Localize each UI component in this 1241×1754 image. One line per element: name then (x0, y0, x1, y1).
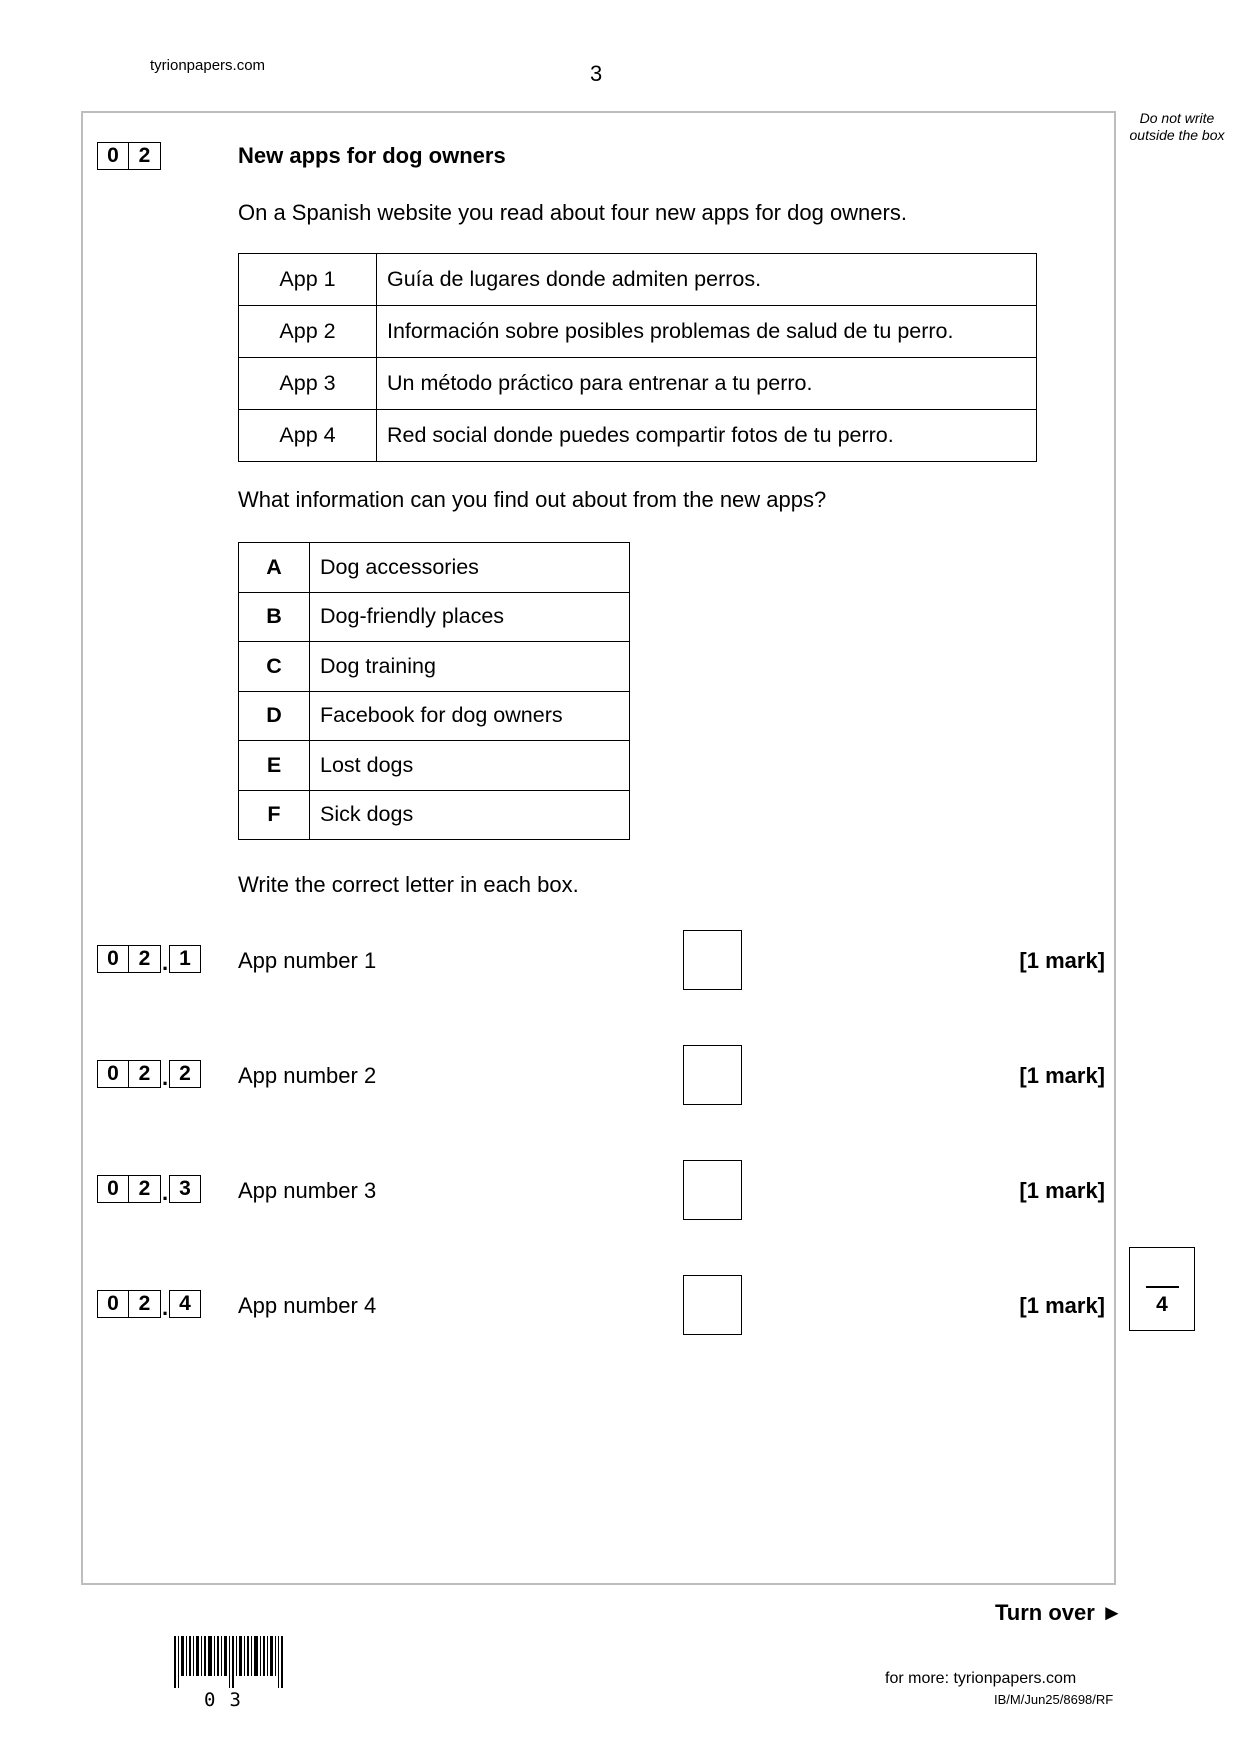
app-label: App 4 (239, 410, 377, 462)
separator-dot: . (161, 1295, 169, 1320)
subquestion-digit: 4 (169, 1290, 201, 1318)
page-number: 3 (590, 61, 603, 86)
question-digit: 2 (129, 142, 161, 170)
options-table (238, 542, 630, 840)
footer-more: for more: tyrionpapers.com (885, 1670, 1077, 1687)
option-letter: C (239, 642, 310, 692)
option-letter: E (239, 741, 310, 791)
subquestion-digit: 2 (169, 1060, 201, 1088)
question-digit: 2 (129, 1290, 161, 1318)
total-marks-box (1129, 1247, 1195, 1331)
table-row (239, 790, 630, 840)
question-digit: 0 (97, 142, 129, 170)
separator-dot: . (161, 1065, 169, 1090)
subquestion-number (97, 1290, 201, 1318)
question-prompt: What information can you find out about from the new apps? (238, 487, 827, 512)
question-digit: 2 (129, 1175, 161, 1203)
question-digit: 0 (97, 945, 129, 973)
option-letter: A (239, 543, 310, 593)
separator-dot: . (161, 1180, 169, 1205)
subquestion-label: App number 1 (238, 948, 377, 973)
app-text: Un método práctico para entrenar a tu perro. (377, 358, 1037, 410)
separator-dot: . (161, 950, 169, 975)
barcode-number: 03 (204, 1689, 255, 1711)
table-row (239, 358, 1037, 410)
app-text: Guía de lugares donde admiten perros. (377, 254, 1037, 306)
answer-box[interactable] (683, 1275, 742, 1335)
total-marks-line (1146, 1286, 1179, 1288)
option-text: Dog-friendly places (310, 592, 630, 642)
paper-code: IB/M/Jun25/8698/RF (994, 1692, 1114, 1707)
option-letter: D (239, 691, 310, 741)
table-row (239, 254, 1037, 306)
question-intro: On a Spanish website you read about four new apps for dog owners. (238, 200, 907, 225)
mark-label: [1 mark] (1019, 1293, 1105, 1318)
mark-label: [1 mark] (1019, 1063, 1105, 1088)
total-marks-value: 4 (1156, 1293, 1168, 1316)
subquestion-number (97, 1060, 201, 1088)
app-label: App 1 (239, 254, 377, 306)
mark-label: [1 mark] (1019, 1178, 1105, 1203)
option-text: Facebook for dog owners (310, 691, 630, 741)
option-text: Lost dogs (310, 741, 630, 791)
subquestion-digit: 3 (169, 1175, 201, 1203)
option-letter: F (239, 790, 310, 840)
table-row (239, 543, 630, 593)
subquestion-label: App number 4 (238, 1293, 377, 1318)
option-letter: B (239, 592, 310, 642)
mark-label: [1 mark] (1019, 948, 1105, 973)
apps-table (238, 253, 1037, 462)
subquestion-label: App number 2 (238, 1063, 377, 1088)
turn-over-label: Turn over ► (995, 1600, 1123, 1625)
question-number (97, 142, 161, 170)
question-digit: 0 (97, 1290, 129, 1318)
answer-box[interactable] (683, 1045, 742, 1105)
table-row (239, 741, 630, 791)
question-title: New apps for dog owners (238, 143, 506, 168)
option-text: Dog training (310, 642, 630, 692)
question-digit: 2 (129, 1060, 161, 1088)
table-row (239, 592, 630, 642)
question-digit: 2 (129, 945, 161, 973)
table-row (239, 306, 1037, 358)
site-header: tyrionpapers.com (150, 57, 266, 74)
barcode-icon (174, 1636, 286, 1688)
table-row (239, 691, 630, 741)
margin-note: Do not write outside the box (1129, 110, 1225, 143)
question-digit: 0 (97, 1060, 129, 1088)
subquestion-number (97, 945, 201, 973)
option-text: Sick dogs (310, 790, 630, 840)
instruction: Write the correct letter in each box. (238, 872, 579, 897)
subquestion-digit: 1 (169, 945, 201, 973)
app-text: Red social donde puedes compartir fotos de tu perro. (377, 410, 1037, 462)
table-row (239, 410, 1037, 462)
subquestion-label: App number 3 (238, 1178, 377, 1203)
table-row (239, 642, 630, 692)
answer-box[interactable] (683, 1160, 742, 1220)
app-text: Información sobre posibles problemas de salud de tu perro. (377, 306, 1037, 358)
question-digit: 0 (97, 1175, 129, 1203)
app-label: App 3 (239, 358, 377, 410)
app-label: App 2 (239, 306, 377, 358)
answer-box[interactable] (683, 930, 742, 990)
option-text: Dog accessories (310, 543, 630, 593)
subquestion-number (97, 1175, 201, 1203)
